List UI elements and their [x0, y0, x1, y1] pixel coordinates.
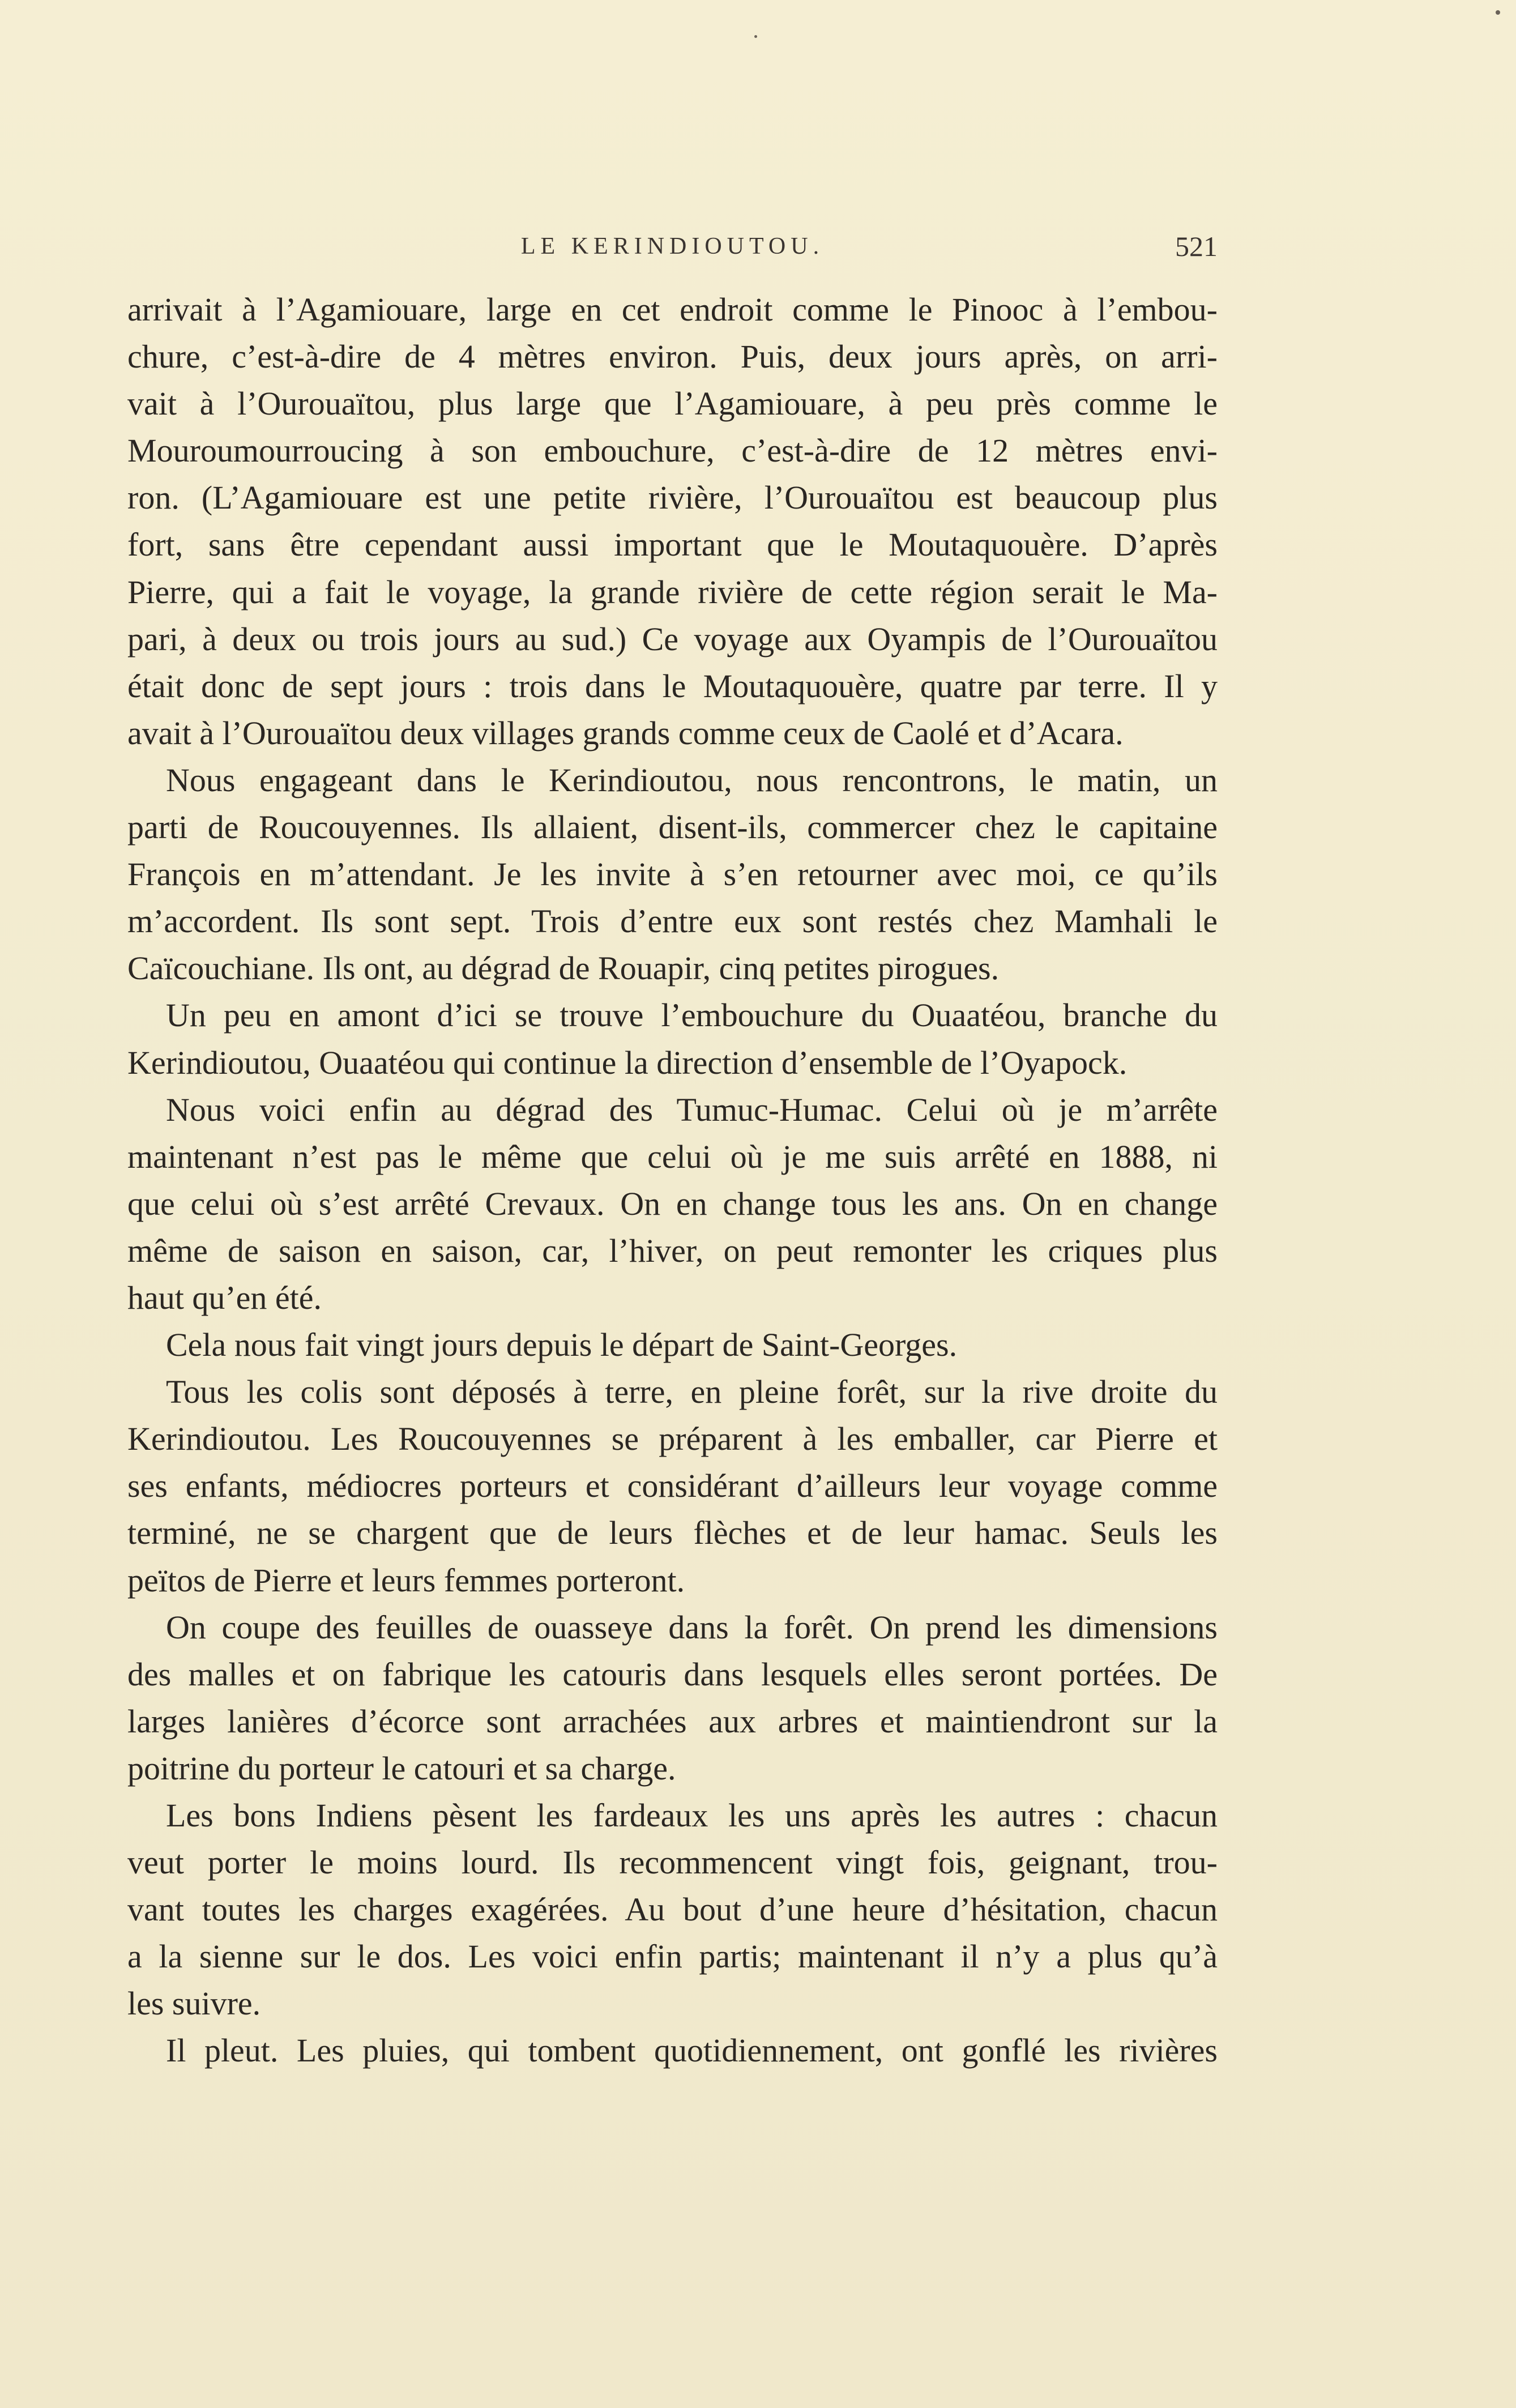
paragraph-first-line: Tous les colis sont déposés à terre, en pleine forêt, sur la rive droite du	[166, 1373, 1218, 1411]
text-line: larges lanières d’écorce sont arrachées aux arbres et maintiendront sur la	[127, 1702, 1218, 1740]
text-line: Pierre, qui a fait le voyage, la grande rivière de cette région serait le Ma-	[127, 573, 1218, 610]
text-line: que celui où s’est arrêté Crevaux. On en change tous les ans. On en change	[127, 1185, 1218, 1222]
text-line: m’accordent. Ils sont sept. Trois d’entre eux sont restés chez Mamhali le	[127, 903, 1218, 940]
text-line: ses enfants, médiocres porteurs et considérant d’ailleurs leur voyage comme	[127, 1467, 1218, 1505]
paragraph-first-line: On coupe des feuilles de ouasseye dans la forêt. On prend les dimensions	[166, 1608, 1218, 1646]
paragraph-first-line: Cela nous fait vingt jours depuis le départ de Saint-Georges.	[166, 1326, 958, 1364]
text-line: maintenant n’est pas le même que celui où je me suis arrêté en 1888, ni	[127, 1138, 1218, 1175]
running-title: LE KERINDIOUTOU.	[520, 233, 825, 259]
paragraph-first-line: Il pleut. Les pluies, qui tombent quotidiennement, ont gonflé les rivières	[166, 2032, 1218, 2069]
paragraph-first-line: Nous engageant dans le Kerindioutou, nous rencontrons, le matin, un	[166, 761, 1218, 799]
text-line: arrivait à l’Agamiouare, large en cet endroit comme le Pinooc à l’embou-	[127, 291, 1218, 328]
text-line: veut porter le moins lourd. Ils recommencent vingt fois, geignant, trou-	[127, 1844, 1218, 1881]
text-line: poitrine du porteur le catouri et sa charge.	[127, 1749, 676, 1787]
text-line: Mouroumourroucing à son embouchure, c’est-à-dire de 12 mètres envi-	[127, 432, 1218, 469]
paragraph-first-line: Les bons Indiens pèsent les fardeaux les uns après les autres : chacun	[166, 1797, 1218, 1834]
text-line: a la sienne sur le dos. Les voici enfin partis; maintenant il n’y a plus qu’à	[127, 1938, 1218, 1975]
text-line: pari, à deux ou trois jours au sud.) Ce voyage aux Oyampis de l’Ourouaïtou	[127, 620, 1218, 657]
paragraph-first-line: Un peu en amont d’ici se trouve l’embouchure du Ouaatéou, branche du	[166, 997, 1218, 1034]
text-line: des malles et on fabrique les catouris dans lesquels elles seront portées. De	[127, 1655, 1218, 1693]
text-line: fort, sans être cependant aussi important que le Moutaquouère. D’après	[127, 526, 1218, 563]
text-line: était donc de sept jours : trois dans le Moutaquouère, quatre par terre. Il y	[127, 667, 1218, 705]
text-line: avait à l’Ourouaïtou deux villages grands comme ceux de Caolé et d’Acara.	[127, 714, 1124, 752]
ink-speck	[1496, 10, 1500, 15]
text-line: vant toutes les charges exagérées. Au bout d’une heure d’hésitation, chacun	[127, 1891, 1218, 1928]
running-header	[127, 229, 1218, 263]
text-line: ron. (L’Agamiouare est une petite rivière, l’Ourouaïtou est beaucoup plus	[127, 479, 1218, 516]
text-line: parti de Roucouyennes. Ils allaient, disent-ils, commercer chez le capitaine	[127, 809, 1218, 846]
text-line: chure, c’est-à-dire de 4 mètres environ. Puis, deux jours après, on arri-	[127, 338, 1218, 375]
text-line: Caïcouchiane. Ils ont, au dégrad de Rouapir, cinq petites pirogues.	[127, 950, 1000, 987]
body-text	[127, 286, 1218, 2074]
paragraph-first-line: Nous voici enfin au dégrad des Tumuc-Humac. Celui où je m’arrête	[166, 1091, 1218, 1128]
page-number: 521	[1175, 230, 1218, 262]
text-line: haut qu’en été.	[127, 1279, 322, 1316]
text-line: Kerindioutou. Les Roucouyennes se préparent à les emballer, car Pierre et	[127, 1420, 1218, 1458]
text-line: peïtos de Pierre et leurs femmes porteront.	[127, 1561, 685, 1599]
ink-speck	[754, 35, 757, 38]
text-line: les suivre.	[127, 1985, 261, 2022]
text-line: vait à l’Ourouaïtou, plus large que l’Agamiouare, à peu près comme le	[127, 385, 1218, 422]
text-line: Kerindioutou, Ouaatéou qui continue la direction d’ensemble de l’Oyapock.	[127, 1044, 1128, 1081]
text-line: même de saison en saison, car, l’hiver, on peut remonter les criques plus	[127, 1232, 1218, 1269]
text-line: François en m’attendant. Je les invite à s’en retourner avec moi, ce qu’ils	[127, 856, 1218, 893]
text-line: terminé, ne se chargent que de leurs flèches et de leur hamac. Seuls les	[127, 1514, 1218, 1552]
